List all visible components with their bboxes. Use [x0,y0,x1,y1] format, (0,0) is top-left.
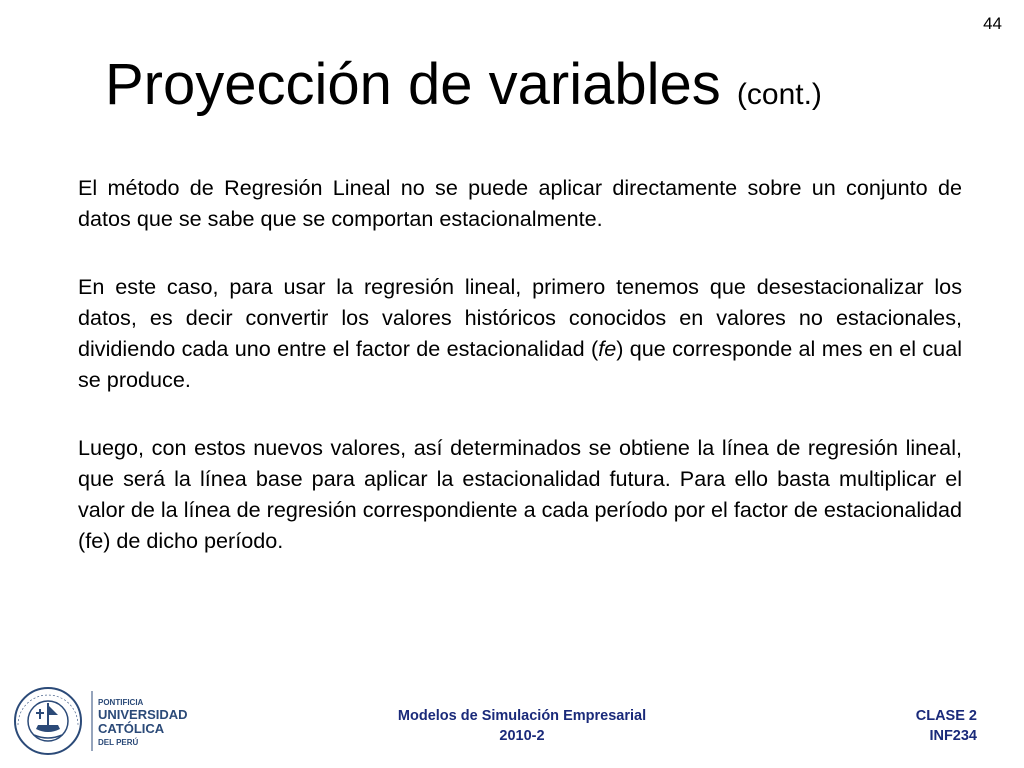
paragraph-2-start: En este caso, para usar la regresión lineal, primero tenemos que desestacionalizar los datos, es decir convertir los valores históricos conocidos en valores no estacionales, dividiendo cada uno entre el factor de estacionalidad ( [78,274,962,361]
paragraph-1: El método de Regresión Lineal no se puede aplicar directamente sobre un conjunto de datos que se sabe que se comportan estacionalmente. [78,175,962,231]
logo-line-4: DEL PERÚ [98,738,139,747]
footer-course-code: INF234 [929,728,977,744]
logo-line-2: UNIVERSIDAD [98,707,188,722]
paragraph-2-end: ) que corresponde al mes en el cual se produce. [78,336,962,392]
logo-line-3: CATÓLICA [98,721,165,736]
university-seal-icon [12,685,212,757]
page-number: 44 [983,14,1002,33]
university-logo [12,685,212,757]
slide-title-suffix: (cont.) [736,78,822,111]
footer-class-info [916,706,977,746]
footer-class-label: CLASE 2 [915,708,977,724]
footer-course-name: Modelos de Simulación Empresarial [397,708,647,724]
slide-title [105,50,822,130]
logo-line-1: PONTIFICIA [98,698,144,707]
paragraph-3: Luego, con estos nuevos valores, así determinados se obtiene la línea de regresión lineal, que será la línea base para aplicar la estacionalidad futura. Para ello basta multiplicar el valor de la línea de regresión correspondiente a cada período por el factor de estacionalidad (fe) de dicho período. [78,435,962,553]
paragraph-2-italic: fe [598,336,617,361]
footer-term: 2010-2 [499,728,545,744]
paragraph-2 [78,271,962,395]
slide-body [78,172,962,593]
slide-title-main: Proyección de variables [105,52,721,117]
footer-course-info [330,706,714,746]
